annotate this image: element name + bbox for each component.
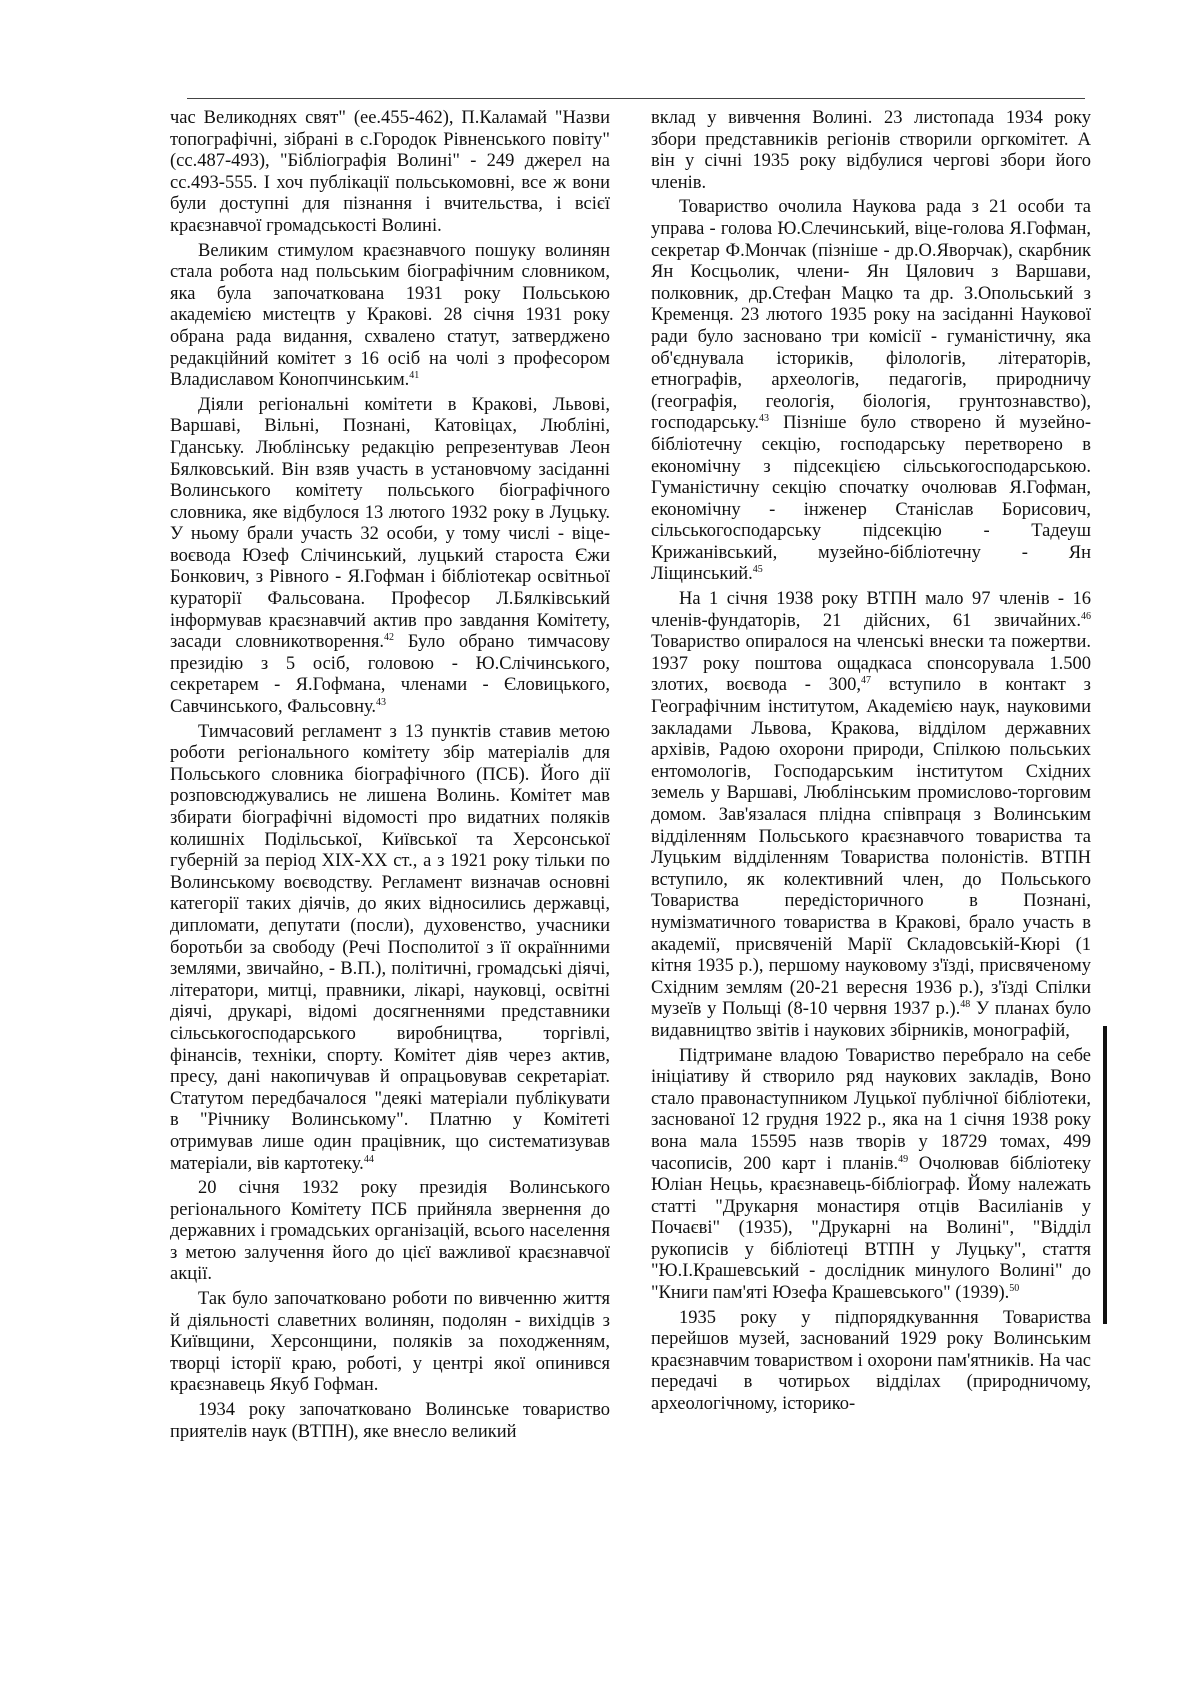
paragraph: час Великоднях свят" (ее.455-462), П.Каламай "Назви топографічні, зібрані в с.Городок Рівненського повіту" (сс.487-493), "Бібліографія Волині" - 249 джерел на сс.493-555. І хоч публікації польськомовні, все ж вони були доступні для пізнання і вчительства, і всієї краєзнавчої громадськості Волині. <box>170 108 610 236</box>
paragraph: Великим стимулом краєзнавчого пошуку волинян стала робота над польським біографічним словником, яка була започаткована 1931 року Польською академією мистецтв у Кракові. 28 січня 1931 року обрана рада видання, схвалено статут, затверджено редакційний комітет з 16 осіб на чолі з професором Владиславом Конопчинським.$^{41}$ <box>170 240 610 391</box>
paragraph: Товариство очолила Наукова рада з 21 особи та управа - голова Ю.Слечинський, віце-голова Я.Гофман, секретар Ф.Мончак (пізніше - др.О.Яворчак), скарбник Ян Косцьолик, члени- Ян Цялович з Варшави, полковник, др.Стефан Мацко та др. З.Опольський з Кременця. 23 лютого 1935 року на засіданні Наукової ради було засновано три комісії - гуманістичну, яка об'єднувала істориків, філологів, літераторів, етнографів, археологів, педагогів, природничу (географія, геологія, біологія, грунтознавство), господарську.$^{43}$ Пізніше було створено й музейно-бібліотечну секцію, господарську перетворено в економічну з підсекцією сільськогосподарською. Гуманістичну секцію спочатку очолював Я.Гофман, економічну - інженер Станіслав Борисович, сільськогосподарську підсекцію - Тадеуш Крижанівський, музейно-бібліотечну - Ян Ліщинський.$^{45}$ <box>651 197 1091 585</box>
footnote-ref: 48 <box>960 999 971 1011</box>
footnote-ref: 43 <box>758 413 769 425</box>
paragraph: Діяли регіональні комітети в Кракові, Львові, Варшаві, Вільні, Познані, Катовіцах, Любліні, Гданську. Люблінську редакцію репрезентував Леон Бялковський. Він взяв участь в установчому засіданні Волинського комітету польського біографічного словника, яке відбулося 13 лютого 1932 року в Луцьку. У ньому брали участь 32 особи, у тому числі - віце-воєвода Юзеф Слічинський, луцький староста Єжи Бонкович, з Рівного - Я.Гофман і бібліотекар освітньої кураторії Фальсована. Професор Л.Бялківський інформував краєзнавчий актив про завдання Комітету, засади словникотворення.$^{42}$ Було обрано тимчасову президію з 5 осіб, головою - Ю.Слічинського, секретарем - Я.Гофмана, членами - Єловицького, Савчинського, Фальсовну.$^{43}$ <box>170 394 610 718</box>
footnote-ref: 46 <box>1081 610 1091 622</box>
footnote-ref: 47 <box>861 675 872 687</box>
header-rule <box>187 98 1085 99</box>
paragraph: 20 січня 1932 року президія Волинського регіонального Комітету ПСБ прийняла звернення до державних і громадських організацій, всього населення з метою залучення його до цієї важливої краєзнавчої акції. <box>170 1178 610 1285</box>
paragraph: 1935 року у підпорядкуванння Товариства перейшов музей, заснований 1929 року Волинським краєзнавчим товариством і охорони пам'ятників. На час передачі в чотирьох відділах (природничому, археологічному, історико- <box>651 1307 1091 1415</box>
paragraph: Так було започатковано роботи по вивченню життя й діяльності славетних волинян, подолян - вихідців з Київщини, Херсонщини, поляків за походженням, творці історії краю, роботі, у центрі якої опинився краєзнавець Якуб Гофман. <box>170 1289 610 1396</box>
paragraph: 1934 року започатковано Волинське товариство приятелів наук (ВТПН), яке внесло великий <box>170 1400 610 1442</box>
footnote-ref: 44 <box>363 1153 374 1165</box>
margin-bar <box>1103 1026 1107 1324</box>
paragraph: Підтримане владою Товариство перебрало на себе ініціативу й створило ряд наукових закладів, Воно стало правонаступником Луцької публічної бібліотеки, заснованої 12 грудня 1922 р., яка на 1 січня 1938 року вона мала 15595 назв творів у 18729 томах, 499 часописів, 200 карт і планів.$^{49}$ Очолював бібліотеку Юліан Нецьь, краєзнавець-бібліограф. Йому належать статті "Друкарня монастиря отців Василіанів у Почаєві" (1935), "Друкарні на Волині", "Відділ рукописів у бібліотеці ВТПН у Луцьку", стаття "Ю.І.Крашевський - дослідник минулого Волині" до "Книги пам'яті Юзефа Крашевського" (1939).$^{50}$ <box>651 1045 1091 1304</box>
right-column <box>651 108 1091 1419</box>
footnote-ref: 49 <box>898 1153 909 1165</box>
paragraph: вклад у вивчення Волині. 23 листопада 1934 року збори представників регіонів створили оргкомітет. А він у січні 1935 року відбулися чергові збори його членів. <box>651 108 1091 193</box>
footnote-ref: 50 <box>1009 1282 1020 1294</box>
left-column <box>170 108 610 1446</box>
footnote-ref: 41 <box>409 369 420 381</box>
footnote-ref: 43 <box>376 696 387 708</box>
footnote-ref: 42 <box>383 632 394 644</box>
paragraph: Тимчасовий регламент з 13 пунктів ставив метою роботи регіонального комітету збір матеріалів для Польського словника біографічного (ПСБ). Його дії розповсюджувались не лишена Волинь. Комітет мав збирати біографічні відомості про видатних поляків колишніх Подільської, Київської та Херсонської губерній за період XIX-XX ст., а з 1921 року тільки по Волинському воєводству. Регламент визначав основні категорії таких діячів, до яких відносились державці, дипломати, депутати (посли), духовенство, учасники боротьби за свободу (Речі Посполитої з її окраїнними землями, звичайно, - В.П.), політичні, громадські діячі, літератори, митці, правники, лікарі, науковці, освітні діячі, друкарі, відомі досягненнями представники сільськогосподарського виробництва, торгівлі, фінансів, техніки, спорту. Комітет діяв через актив, пресу, дані накопичував й опрацьовував секретаріат. Статутом передбачалося "деякі матеріали публікувати в "Річнику Волинському". Платню у Комітеті отримував лише один працівник, що систематизував матеріали, вів картотеку.$^{44}$ <box>170 721 610 1174</box>
footnote-ref: 45 <box>752 564 763 576</box>
paragraph: На 1 січня 1938 року ВТПН мало 97 членів - 16 членів-фундаторів, 21 дійсних, 61 звичайних.$^{46}$ Товариство опиралося на членські внески та пожертви. 1937 року поштова ощадкаса спонсорувала 1.500 злотих, воєвода - 300,47 вступило в контакт з Географічним інститутом, Академією наук, науковими закладами Львова, Кракова, відділом державних архівів, Радою охорони природи, Спілкою польських ентомологів, Господарським інститутом Східних земель у Варшаві, Люблінським промислово-торговим домом. Зав'язалася плідна співпраця з Волинським відділенням Польського краєзнавчого товариства та Луцьким відділенням Товариства полоністів. ВТПН вступило, як колективний член, до Польського Товариства передісторичного в Познані, нумізматичного товариства в Кракові, брало участь в академії, присвяченій Марії Складовській-Кюрі (1 кітня 1935 р.), першому науковому з'їзді, присвяченому Східним землям (20-21 вересня 1936 р.), з'їзді Спілки музеїв у Польщі (8-10 червня 1937 р.).$^{48}$ У планах було видавництво звітів і наукових збірників, монографій, <box>651 589 1091 1041</box>
